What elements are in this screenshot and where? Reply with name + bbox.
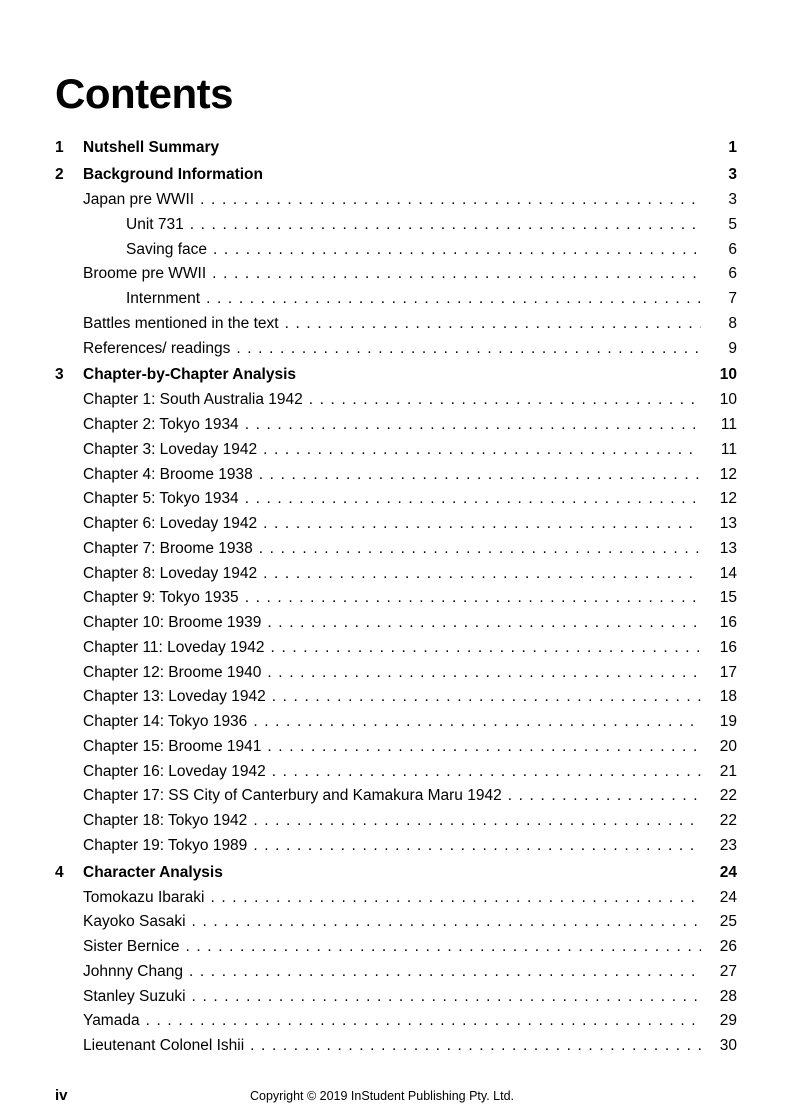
toc-entry[interactable] [55, 213, 737, 238]
dot-leader [192, 910, 701, 935]
toc-entry[interactable] [55, 985, 737, 1010]
entry-label: Nutshell Summary [83, 139, 220, 156]
entry-page-number: 19 [719, 713, 737, 730]
dot-leader [271, 636, 701, 661]
toc-entry[interactable] [55, 834, 737, 859]
entry-label: Chapter 19: Tokyo 1989 [83, 836, 248, 854]
dot-leader [267, 611, 701, 636]
entry-page-number: 20 [719, 737, 737, 755]
dot-leader [190, 213, 701, 238]
toc-entry[interactable] [55, 1009, 737, 1034]
entry-page-number: 21 [719, 762, 737, 780]
copyright-notice: Copyright © 2019 InStudent Publishing Pty. Ltd. [250, 1089, 515, 1103]
dot-leader [189, 960, 701, 985]
toc-entry[interactable] [55, 809, 737, 834]
dot-leader [146, 1009, 701, 1034]
entry-page-number: 24 [719, 863, 737, 881]
entry-label: Chapter 2: Tokyo 1934 [83, 416, 239, 433]
entry-label: Chapter 6: Loveday 1942 [83, 515, 258, 532]
page-footer [55, 1086, 737, 1106]
dot-leader [309, 388, 701, 413]
toc-entry[interactable] [55, 562, 737, 587]
section-number: 4 [55, 863, 64, 881]
dot-leader [192, 985, 701, 1010]
toc-entry[interactable] [55, 960, 737, 985]
entry-label: Chapter 8: Loveday 1942 [83, 564, 258, 582]
toc-entry[interactable] [55, 1034, 737, 1059]
toc-entry[interactable] [55, 487, 737, 512]
entry-page-number: 26 [719, 938, 737, 955]
entry-page-number: 11 [720, 416, 737, 433]
dot-leader [185, 935, 701, 960]
page-title: Contents [55, 70, 233, 117]
entry-page-number: 12 [719, 490, 737, 508]
toc-entry[interactable] [55, 784, 737, 809]
table-of-contents [55, 134, 737, 1059]
entry-label: Chapter 1: South Australia 1942 [83, 391, 303, 409]
entry-label: Chapter 17: SS City of Canterbury and Kamakura Maru 1942 [83, 787, 502, 805]
entry-page-number: 3 [728, 166, 737, 183]
entry-page-number: 18 [719, 688, 737, 706]
entry-label: Battles mentioned in the text [83, 314, 279, 332]
entry-page-number: 22 [719, 812, 737, 829]
toc-entry[interactable] [55, 413, 737, 438]
toc-entry[interactable] [55, 685, 737, 710]
dot-leader [200, 188, 701, 213]
toc-entry[interactable] [55, 188, 737, 213]
dot-leader [210, 886, 701, 911]
entry-label: Johnny Chang [83, 962, 183, 980]
section-number: 2 [55, 166, 64, 183]
toc-entry[interactable] [55, 463, 737, 488]
dot-leader [253, 809, 701, 834]
toc-entry[interactable] [55, 910, 737, 935]
dot-leader [253, 710, 701, 735]
entry-label: Stanley Suzuki [83, 987, 186, 1005]
toc-section-entry[interactable] [55, 361, 737, 388]
entry-page-number: 3 [728, 191, 737, 208]
toc-entry[interactable] [55, 586, 737, 611]
toc-entry[interactable] [55, 262, 737, 287]
entry-label: Chapter 11: Loveday 1942 [83, 638, 265, 656]
entry-page-number: 10 [719, 391, 737, 409]
entry-page-number: 24 [719, 888, 737, 906]
dot-leader [213, 238, 701, 263]
section-number: 1 [55, 139, 64, 156]
entry-label: Character Analysis [83, 863, 223, 881]
entry-label: Background Information [83, 166, 263, 183]
entry-page-number: 25 [719, 913, 737, 931]
dot-leader [272, 760, 701, 785]
entry-page-number: 8 [728, 314, 737, 332]
contents-page [55, 0, 737, 1120]
entry-page-number: 22 [719, 787, 737, 805]
dot-leader [263, 512, 701, 537]
entry-label: Chapter 7: Broome 1938 [83, 539, 253, 557]
toc-section-entry[interactable] [55, 134, 737, 161]
dot-leader [267, 661, 701, 686]
entry-label: Kayoko Sasaki [83, 913, 186, 931]
toc-entry[interactable] [55, 760, 737, 785]
entry-page-number: 30 [719, 1037, 737, 1054]
entry-page-number: 13 [719, 515, 737, 532]
entry-page-number: 27 [719, 962, 737, 980]
dot-leader [253, 834, 701, 859]
entry-label: Chapter 9: Tokyo 1935 [83, 589, 239, 607]
entry-label: References/ readings [83, 339, 231, 357]
toc-entry[interactable] [55, 388, 737, 413]
toc-section-entry[interactable] [55, 859, 737, 886]
dot-leader [285, 312, 701, 337]
toc-entry[interactable] [55, 735, 737, 760]
entry-page-number: 17 [719, 663, 737, 681]
entry-page-number: 10 [719, 366, 737, 384]
toc-entry[interactable] [55, 312, 737, 337]
entry-label: Internment [126, 290, 201, 307]
entry-label: Broome pre WWII [83, 265, 207, 283]
entry-label: Chapter-by-Chapter Analysis [83, 366, 297, 384]
entry-label: Unit 731 [126, 215, 184, 233]
entry-page-number: 6 [728, 240, 737, 258]
dot-leader [206, 287, 701, 312]
entry-page-number: 5 [728, 215, 737, 233]
entry-label: Chapter 13: Loveday 1942 [83, 688, 266, 706]
entry-label: Chapter 12: Broome 1940 [83, 663, 262, 681]
dot-leader [245, 413, 701, 438]
toc-entry[interactable] [55, 710, 737, 735]
dot-leader [236, 337, 701, 362]
entry-page-number: 13 [719, 539, 737, 557]
entry-page-number: 29 [719, 1012, 737, 1030]
dot-leader [267, 735, 701, 760]
entry-page-number: 16 [719, 614, 737, 631]
entry-page-number: 15 [719, 589, 737, 607]
entry-page-number: 11 [720, 440, 737, 458]
dot-leader [245, 586, 701, 611]
dot-leader [259, 537, 701, 562]
toc-entry[interactable] [55, 512, 737, 537]
entry-page-number: 7 [728, 290, 737, 307]
dot-leader [250, 1034, 701, 1059]
entry-label: Chapter 3: Loveday 1942 [83, 440, 258, 458]
dot-leader [259, 463, 701, 488]
entry-label: Yamada [83, 1012, 140, 1030]
entry-label: Chapter 14: Tokyo 1936 [83, 713, 248, 730]
entry-label: Japan pre WWII [83, 191, 195, 208]
dot-leader [263, 438, 701, 463]
toc-entry[interactable] [55, 287, 737, 312]
toc-entry[interactable] [55, 238, 737, 263]
toc-entry[interactable] [55, 886, 737, 911]
dot-leader [245, 487, 701, 512]
dot-leader [263, 562, 701, 587]
entry-label: Chapter 5: Tokyo 1934 [83, 490, 239, 508]
entry-label: Tomokazu Ibaraki [83, 888, 205, 906]
entry-label: Saving face [126, 240, 207, 258]
entry-label: Chapter 4: Broome 1938 [83, 465, 253, 483]
entry-label: Chapter 15: Broome 1941 [83, 737, 262, 755]
dot-leader [212, 262, 701, 287]
entry-page-number: 12 [719, 465, 737, 483]
entry-label: Lieutenant Colonel Ishii [83, 1037, 245, 1054]
entry-label: Chapter 18: Tokyo 1942 [83, 812, 248, 829]
entry-page-number: 9 [728, 339, 737, 357]
entry-page-number: 23 [719, 836, 737, 854]
page-number: iv [55, 1087, 68, 1104]
entry-label: Chapter 10: Broome 1939 [83, 614, 262, 631]
entry-label: Chapter 16: Loveday 1942 [83, 762, 266, 780]
entry-page-number: 28 [719, 987, 737, 1005]
entry-page-number: 14 [719, 564, 737, 582]
dot-leader [272, 685, 701, 710]
dot-leader [508, 784, 701, 809]
entry-page-number: 6 [728, 265, 737, 283]
entry-page-number: 1 [728, 139, 737, 156]
toc-section-entry[interactable] [55, 161, 737, 188]
toc-entry[interactable] [55, 337, 737, 362]
toc-entry[interactable] [55, 438, 737, 463]
entry-label: Sister Bernice [83, 938, 180, 955]
toc-entry[interactable] [55, 935, 737, 960]
toc-entry[interactable] [55, 636, 737, 661]
entry-page-number: 16 [719, 638, 737, 656]
toc-entry[interactable] [55, 661, 737, 686]
toc-entry[interactable] [55, 611, 737, 636]
toc-entry[interactable] [55, 537, 737, 562]
section-number: 3 [55, 366, 64, 384]
